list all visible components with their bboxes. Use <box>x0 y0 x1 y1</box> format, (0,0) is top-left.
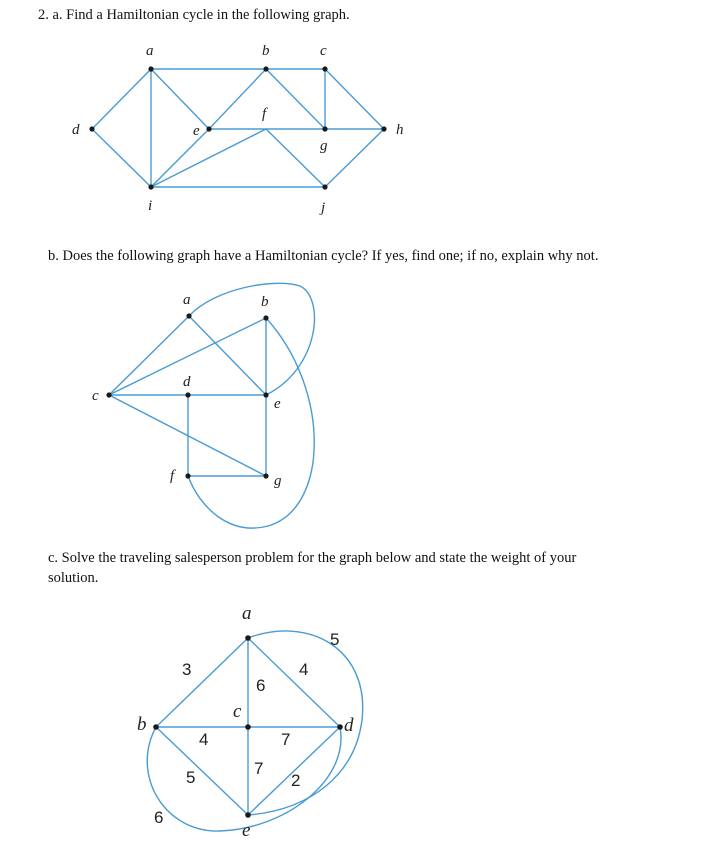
edge-c-a <box>109 316 189 395</box>
label-f: f <box>170 468 175 484</box>
edge-e-i <box>151 129 209 187</box>
label-e: e <box>274 396 281 412</box>
node-b <box>153 724 159 730</box>
edge-b-e <box>209 69 266 129</box>
hamiltonian-graph-a <box>0 30 706 220</box>
edge-b-g <box>266 69 325 129</box>
graph-b-labels <box>92 292 282 489</box>
node-h <box>381 126 386 131</box>
node-j <box>322 184 327 189</box>
node-a <box>186 313 191 318</box>
weight-b-c: 4 <box>199 730 209 749</box>
question-c-line1: c. Solve the traveling salesperson problem for the graph below and state the weight of your <box>48 550 577 566</box>
node-b <box>263 315 268 320</box>
node-g <box>263 473 268 478</box>
node-i <box>148 184 153 189</box>
graph-b-edges <box>109 283 314 528</box>
node-d <box>337 724 343 730</box>
question-c-text <box>48 548 668 588</box>
node-d <box>89 126 94 131</box>
label-d: d <box>72 122 80 138</box>
node-c <box>322 66 327 71</box>
question-b-text: b. Does the following graph have a Hamiltonian cycle? If yes, find one; if no, explain why not. <box>48 248 599 264</box>
label-i: i <box>148 198 153 214</box>
edge-f-j <box>266 129 325 187</box>
label-c: c <box>233 701 242 722</box>
label-e: e <box>193 123 200 139</box>
hamiltonian-graph-b <box>0 278 706 538</box>
node-f <box>185 473 190 478</box>
weight-b-e: 5 <box>186 768 196 787</box>
edge-a-e-arc <box>189 283 314 395</box>
weight-c-e: 7 <box>254 759 264 778</box>
label-b: b <box>137 714 147 735</box>
edge-a-e <box>189 316 266 395</box>
label-d: d <box>344 715 354 736</box>
edge-a-d <box>92 69 151 129</box>
edge-c-h <box>325 69 384 129</box>
label-c: c <box>92 388 99 404</box>
edge-d-i <box>92 129 151 187</box>
node-e <box>206 126 211 131</box>
label-c: c <box>320 43 327 59</box>
graph-c-edges <box>147 631 362 831</box>
question-a-text: 2. a. Find a Hamiltonian cycle in the following graph. <box>38 7 350 23</box>
label-j: j <box>321 200 326 216</box>
edge-b-f-arc <box>188 318 314 528</box>
label-f: f <box>262 106 267 122</box>
node-a <box>148 66 153 71</box>
node-e <box>263 392 268 397</box>
label-e: e <box>242 820 251 841</box>
node-a <box>245 635 251 641</box>
tsp-weighted-graph <box>0 595 706 855</box>
node-d <box>185 392 190 397</box>
weight-b-e-outer: 6 <box>154 808 164 827</box>
node-b <box>263 66 268 71</box>
label-b: b <box>261 294 269 310</box>
edge-i-f <box>151 129 266 187</box>
edge-a-e <box>151 69 209 129</box>
weight-a-b: 3 <box>182 660 192 679</box>
edge-j-h <box>325 129 384 187</box>
label-a: a <box>242 603 252 624</box>
weight-d-e: 2 <box>291 771 301 790</box>
label-g: g <box>320 138 328 154</box>
node-c <box>245 724 251 730</box>
label-a: a <box>183 292 191 308</box>
label-d: d <box>183 374 191 390</box>
node-e <box>245 812 251 818</box>
label-h: h <box>396 122 404 138</box>
weight-c-d: 7 <box>281 730 291 749</box>
weight-a-c: 6 <box>256 676 266 695</box>
node-c <box>106 392 111 397</box>
weight-a-d-outer: 5 <box>330 630 340 649</box>
question-c-line2: solution. <box>48 570 99 586</box>
node-g <box>322 126 327 131</box>
label-b: b <box>262 43 270 59</box>
label-a: a <box>146 43 154 59</box>
weight-a-d: 4 <box>299 660 309 679</box>
edge-b-d-outer <box>147 727 341 831</box>
graph-a-edges <box>92 69 384 187</box>
label-g: g <box>274 473 282 489</box>
